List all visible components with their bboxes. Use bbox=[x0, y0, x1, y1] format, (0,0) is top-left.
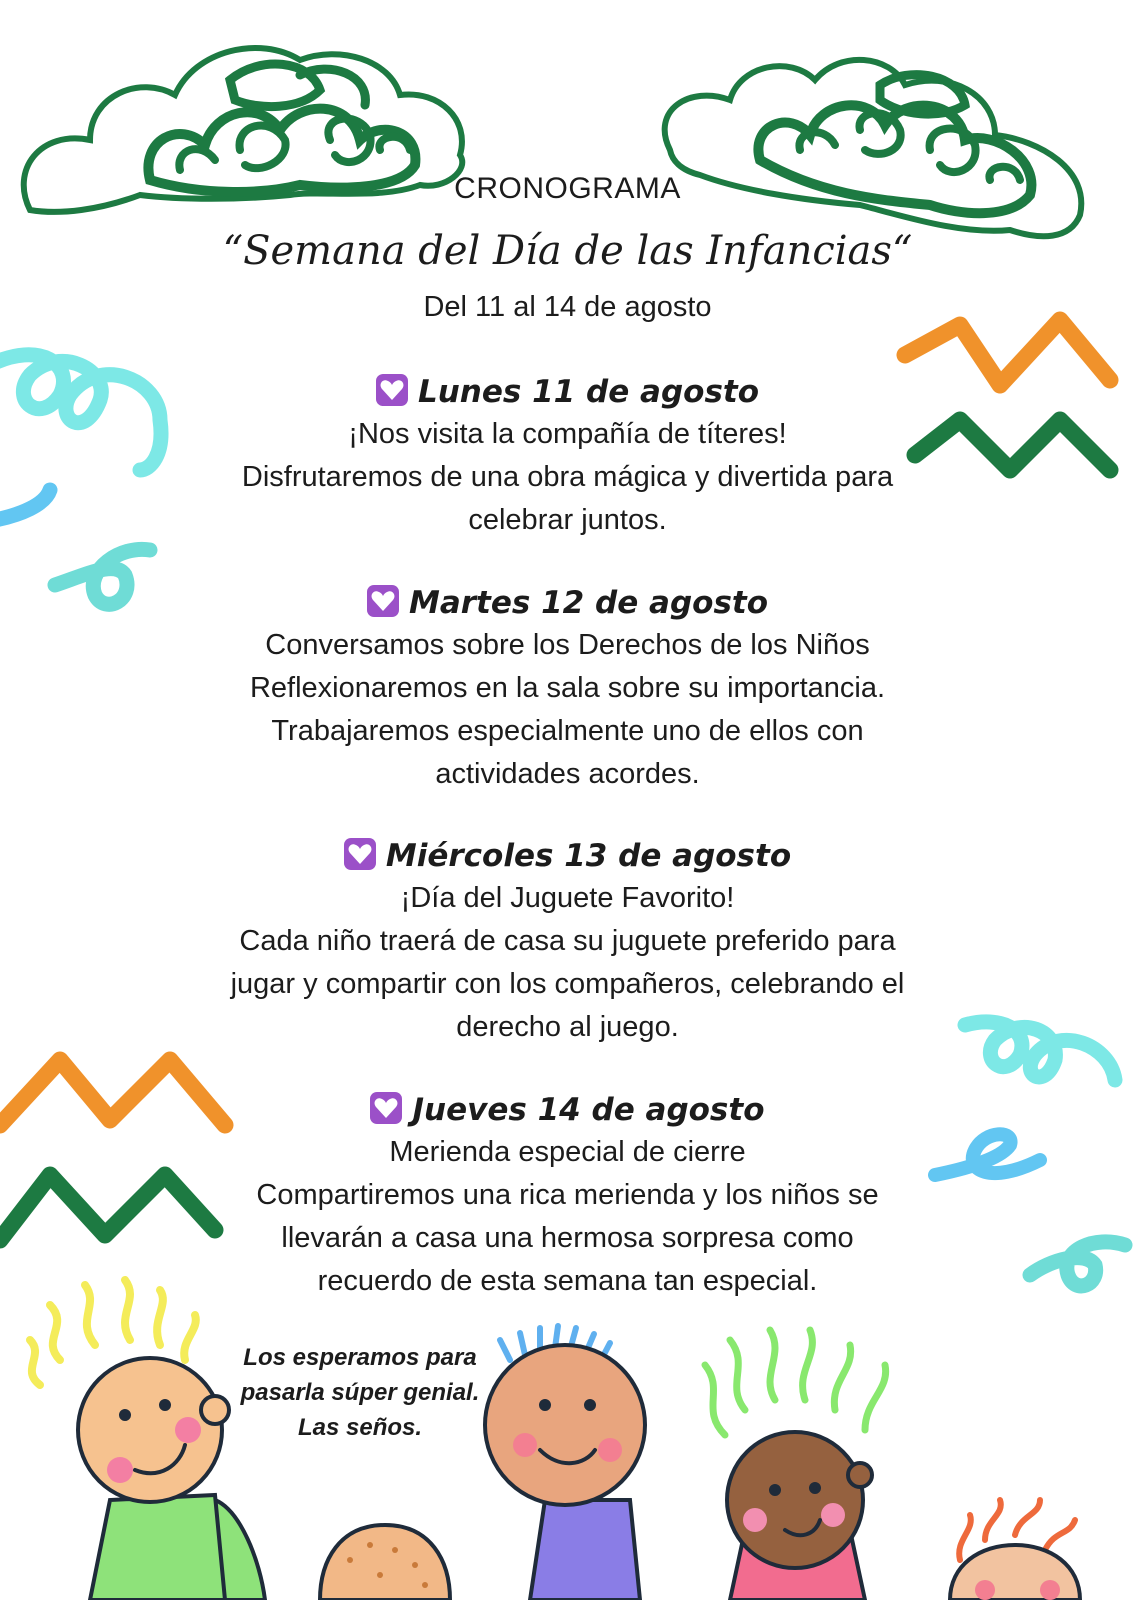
day-line: derecho al juego. bbox=[456, 1011, 679, 1043]
day-line: jugar y compartir con los compañeros, celebrando el bbox=[230, 968, 905, 1000]
heart-icon bbox=[376, 374, 408, 406]
day-line: ¡Día del Juguete Favorito! bbox=[400, 882, 735, 914]
heart-icon bbox=[344, 838, 376, 870]
day-title bbox=[0, 1089, 1135, 1131]
page-title: “Semana del Día de las Infancias“ bbox=[222, 228, 913, 274]
day-title bbox=[0, 582, 1135, 624]
farewell-line: Los esperamos para bbox=[243, 1344, 477, 1371]
green-cloud-right-icon bbox=[665, 60, 1082, 236]
child-red-hair-icon bbox=[950, 1500, 1080, 1600]
day-line: Merienda especial de cierre bbox=[389, 1136, 746, 1168]
child-brown-hair-icon bbox=[320, 1525, 450, 1600]
day-line: Cada niño traerá de casa su juguete preferido para bbox=[239, 925, 896, 957]
farewell-line: pasarla súper genial. bbox=[240, 1379, 480, 1406]
day-section-thursday bbox=[0, 1089, 1135, 1303]
day-line: llevarán a casa una hermosa sorpresa como bbox=[281, 1222, 854, 1254]
day-section-monday bbox=[0, 371, 1135, 542]
heart-icon bbox=[367, 585, 399, 617]
day-line: Disfrutaremos de una obra mágica y divertida para bbox=[241, 461, 894, 493]
day-title-text: Jueves 14 de agosto bbox=[412, 1092, 765, 1128]
day-line: recuerdo de esta semana tan especial. bbox=[317, 1265, 818, 1297]
day-title bbox=[0, 371, 1135, 413]
day-title-text: Lunes 11 de agosto bbox=[417, 374, 760, 410]
page-heading: CRONOGRAMA bbox=[454, 172, 681, 205]
day-title bbox=[0, 835, 1135, 877]
day-section-wednesday bbox=[0, 835, 1135, 1049]
day-line: ¡Nos visita la compañía de títeres! bbox=[348, 418, 787, 450]
day-title-text: Miércoles 13 de agosto bbox=[385, 838, 792, 874]
day-line: Conversamos sobre los Derechos de los Niños bbox=[265, 629, 870, 661]
day-line: celebrar juntos. bbox=[468, 504, 667, 536]
date-range: Del 11 al 14 de agosto bbox=[423, 291, 712, 323]
day-line: Reflexionaremos en la sala sobre su importancia. bbox=[249, 672, 886, 704]
farewell-message bbox=[210, 1340, 510, 1445]
day-section-tuesday bbox=[0, 582, 1135, 796]
day-line: Trabajaremos especialmente uno de ellos con bbox=[271, 715, 864, 747]
farewell-signature: Las seños. bbox=[297, 1414, 423, 1441]
day-line: Compartiremos una rica merienda y los niños se bbox=[256, 1179, 879, 1211]
child-green-hair-icon bbox=[705, 1330, 886, 1600]
heart-icon bbox=[370, 1092, 402, 1124]
day-line: actividades acordes. bbox=[435, 758, 700, 790]
day-title-text: Martes 12 de agosto bbox=[408, 585, 769, 621]
